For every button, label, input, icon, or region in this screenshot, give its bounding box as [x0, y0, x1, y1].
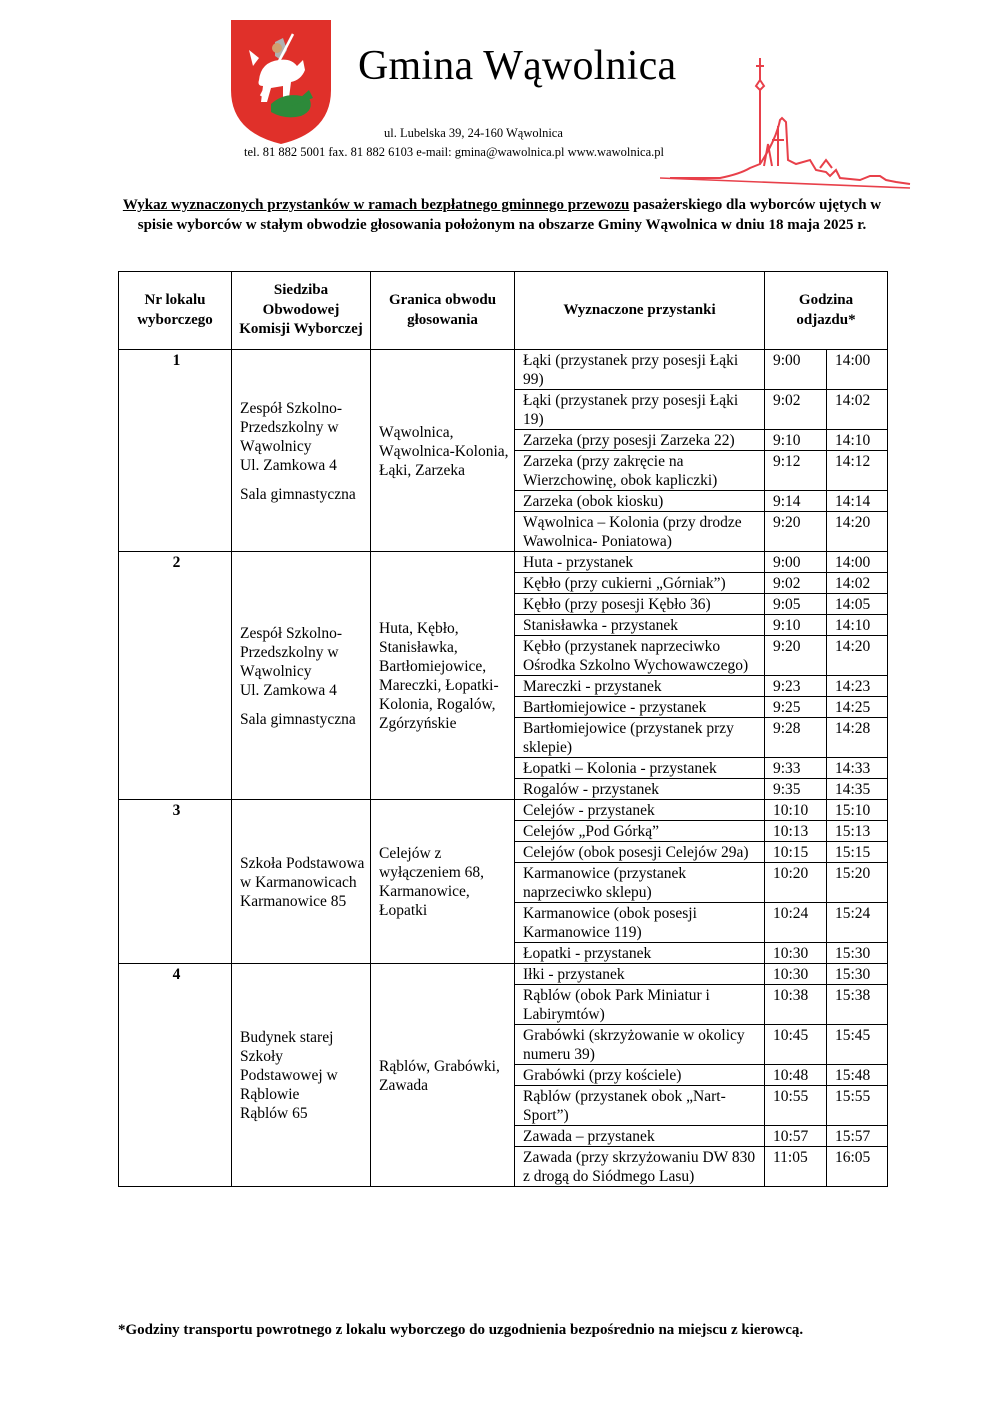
- departure-time-morning: 10:30: [765, 964, 827, 985]
- commission-seat-line: Zespół Szkolno-Przedszkolny w Wąwolnicy: [240, 624, 343, 680]
- stop-name: Zarzeka (przy zakręcie na Wierzchowinę, obok kapliczki): [515, 451, 765, 491]
- departure-time-afternoon: 15:48: [827, 1065, 888, 1086]
- contact-line: tel. 81 882 5001 fax. 81 882 6103 e-mail: gmina@wawolnica.pl www.wawolnica.pl: [244, 145, 664, 159]
- stop-name: Bartłomiejowice - przystanek: [515, 697, 765, 718]
- district-boundary: Celejów z wyłączeniem 68, Karmanowice, Łopatki: [371, 800, 515, 964]
- footnote: *Godziny transportu powrotnego z lokalu wyborczego do uzgodnienia bezpośrednio na miejscu z kierowcą.: [118, 1322, 804, 1338]
- departure-time-morning: 10:30: [765, 943, 827, 964]
- departure-time-afternoon: 14:33: [827, 758, 888, 779]
- table-row: [119, 800, 888, 821]
- departure-time-morning: 10:55: [765, 1086, 827, 1126]
- departure-time-afternoon: 14:02: [827, 390, 888, 430]
- stop-name: Karmanowice (przystanek naprzeciwko sklepu): [515, 863, 765, 903]
- departure-time-afternoon: 16:05: [827, 1147, 888, 1187]
- stop-name: Łąki (przystanek przy posesji Łąki 19): [515, 390, 765, 430]
- departure-time-morning: 9:05: [765, 594, 827, 615]
- departure-time-morning: 10:24: [765, 903, 827, 943]
- departure-time-afternoon: 14:10: [827, 615, 888, 636]
- departure-time-morning: 10:13: [765, 821, 827, 842]
- departure-time-morning: 9:23: [765, 676, 827, 697]
- commission-seat-line: Sala gimnastyczna: [240, 710, 356, 728]
- stop-name: Wąwolnica – Kolonia (przy drodze Wawolnica- Poniatowa): [515, 512, 765, 552]
- commission-seat-line: [240, 700, 365, 710]
- coat-of-arms-logo: [231, 20, 331, 144]
- commission-seat-line: Sala gimnastyczna: [240, 485, 356, 503]
- page-title: Gmina Wąwolnica: [358, 43, 677, 89]
- commission-seat: [232, 800, 371, 964]
- stop-name: Kębło (przy cukierni „Górniak”): [515, 573, 765, 594]
- departure-time-morning: 9:20: [765, 636, 827, 676]
- stop-name: Kębło (przystanek naprzeciwko Ośrodka Szkolno Wychowawczego): [515, 636, 765, 676]
- departure-time-afternoon: 15:24: [827, 903, 888, 943]
- departure-time-morning: 10:20: [765, 863, 827, 903]
- departure-time-afternoon: 15:30: [827, 943, 888, 964]
- commission-seat-line: Ul. Zamkowa 4: [240, 456, 337, 474]
- departure-time-morning: 10:48: [765, 1065, 827, 1086]
- district-number: 2: [119, 552, 232, 800]
- col-godzina: Godzina odjazdu*: [765, 272, 888, 350]
- departure-time-afternoon: 14:00: [827, 552, 888, 573]
- departure-time-afternoon: 15:20: [827, 863, 888, 903]
- col-nr: Nr lokalu wyborczego: [119, 272, 232, 350]
- departure-time-morning: 9:35: [765, 779, 827, 800]
- departure-time-morning: 9:28: [765, 718, 827, 758]
- departure-time-afternoon: 14:23: [827, 676, 888, 697]
- departure-time-afternoon: 14:10: [827, 430, 888, 451]
- stop-name: Rąblów (obok Park Miniatur i Labirymtów): [515, 985, 765, 1025]
- departure-time-morning: 10:15: [765, 842, 827, 863]
- departure-time-afternoon: 15:10: [827, 800, 888, 821]
- table-header-row: [119, 272, 888, 350]
- stops-table: [118, 271, 888, 1187]
- departure-time-morning: 9:12: [765, 451, 827, 491]
- stop-name: Zarzeka (przy posesji Zarzeka 22): [515, 430, 765, 451]
- document-heading: [118, 195, 886, 235]
- stop-name: Iłki - przystanek: [515, 964, 765, 985]
- col-granica: Granica obwodu głosowania: [371, 272, 515, 350]
- departure-time-morning: 9:10: [765, 430, 827, 451]
- stop-name: Rogalów - przystanek: [515, 779, 765, 800]
- district-number: 4: [119, 964, 232, 1187]
- stop-name: Celejów (obok posesji Celejów 29a): [515, 842, 765, 863]
- table-row: [119, 552, 888, 573]
- commission-seat: [232, 552, 371, 800]
- departure-time-morning: 9:02: [765, 390, 827, 430]
- commission-seat-line: Budynek starej Szkoły Podstawowej w Rąblowie: [240, 1029, 338, 1103]
- table-row: [119, 964, 888, 985]
- stop-name: Kębło (przy posesji Kębło 36): [515, 594, 765, 615]
- departure-time-afternoon: 15:45: [827, 1025, 888, 1065]
- departure-time-morning: 10:10: [765, 800, 827, 821]
- departure-time-morning: 9:10: [765, 615, 827, 636]
- stop-name: Stanisławka - przystanek: [515, 615, 765, 636]
- departure-time-morning: 10:45: [765, 1025, 827, 1065]
- departure-time-afternoon: 14:02: [827, 573, 888, 594]
- departure-time-afternoon: 15:57: [827, 1126, 888, 1147]
- departure-time-morning: 11:05: [765, 1147, 827, 1187]
- district-number: 1: [119, 350, 232, 552]
- departure-time-afternoon: 14:12: [827, 451, 888, 491]
- stop-name: Łopatki - przystanek: [515, 943, 765, 964]
- stop-name: Celejów - przystanek: [515, 800, 765, 821]
- stop-name: Zarzeka (obok kiosku): [515, 491, 765, 512]
- departure-time-morning: 9:20: [765, 512, 827, 552]
- stop-name: Karmanowice (obok posesji Karmanowice 119): [515, 903, 765, 943]
- departure-time-afternoon: 14:20: [827, 636, 888, 676]
- commission-seat-line: Szkoła Podstawowa w Karmanowicach: [240, 854, 365, 891]
- col-siedziba: Siedziba Obwodowej Komisji Wyborczej: [232, 272, 371, 350]
- commission-seat: [232, 350, 371, 552]
- departure-time-morning: 10:57: [765, 1126, 827, 1147]
- stop-name: Grabówki (przy kościele): [515, 1065, 765, 1086]
- departure-time-afternoon: 15:30: [827, 964, 888, 985]
- stop-name: Łopatki – Kolonia - przystanek: [515, 758, 765, 779]
- stop-name: Mareczki - przystanek: [515, 676, 765, 697]
- departure-time-morning: 9:02: [765, 573, 827, 594]
- departure-time-afternoon: 14:35: [827, 779, 888, 800]
- departure-time-afternoon: 14:00: [827, 350, 888, 390]
- stop-name: Zawada – przystanek: [515, 1126, 765, 1147]
- departure-time-morning: 9:00: [765, 350, 827, 390]
- departure-time-afternoon: 14:14: [827, 491, 888, 512]
- col-przystanki: Wyznaczone przystanki: [515, 272, 765, 350]
- district-number: 3: [119, 800, 232, 964]
- commission-seat-line: Karmanowice 85: [240, 892, 347, 910]
- commission-seat-line: [240, 475, 365, 485]
- departure-time-afternoon: 14:28: [827, 718, 888, 758]
- commission-seat-line: Zespół Szkolno-Przedszkolny w Wąwolnicy: [240, 399, 343, 455]
- district-boundary: Wąwolnica, Wąwolnica-Kolonia, Łąki, Zarzeka: [371, 350, 515, 552]
- heading-underlined: Wykaz wyznaczonych przystanków w ramach bezpłatnego gminnego przewozu: [122, 197, 630, 213]
- commission-seat: [232, 964, 371, 1187]
- departure-time-morning: 9:25: [765, 697, 827, 718]
- departure-time-afternoon: 14:05: [827, 594, 888, 615]
- departure-time-morning: 9:00: [765, 552, 827, 573]
- stop-name: Bartłomiejowice (przystanek przy sklepie): [515, 718, 765, 758]
- stop-name: Huta - przystanek: [515, 552, 765, 573]
- district-boundary: Rąblów, Grabówki, Zawada: [371, 964, 515, 1187]
- departure-time-afternoon: 14:20: [827, 512, 888, 552]
- commission-seat-line: Rąblów 65: [240, 1105, 308, 1122]
- departure-time-morning: 10:38: [765, 985, 827, 1025]
- departure-time-afternoon: 15:38: [827, 985, 888, 1025]
- heading-rest: pasażerskiego dla wyborców ujętych w spisie wyborców w stałym obwodzie głosowania położonym na obszarze Gminy Wąwolnica w dniu 18 maja 2025 r.: [137, 197, 882, 233]
- departure-time-afternoon: 15:13: [827, 821, 888, 842]
- stop-name: Celejów „Pod Górką”: [515, 821, 765, 842]
- departure-time-afternoon: 15:15: [827, 842, 888, 863]
- departure-time-afternoon: 15:55: [827, 1086, 888, 1126]
- stop-name: Łąki (przystanek przy posesji Łąki 99): [515, 350, 765, 390]
- stop-name: Grabówki (skrzyżowanie w okolicy numeru 39): [515, 1025, 765, 1065]
- address-line: ul. Lubelska 39, 24-160 Wąwolnica: [384, 126, 563, 140]
- district-boundary: Huta, Kębło, Stanisławka, Bartłomiejowice, Mareczki, Łopatki-Kolonia, Rogalów, Zgórzyńskie: [371, 552, 515, 800]
- table-row: [119, 350, 888, 390]
- departure-time-morning: 9:33: [765, 758, 827, 779]
- stop-name: Zawada (przy skrzyżowaniu DW 830 z drogą do Siódmego Lasu): [515, 1147, 765, 1187]
- stop-name: Rąblów (przystanek obok „Nart-Sport”): [515, 1086, 765, 1126]
- church-skyline-graphic: [660, 40, 920, 200]
- departure-time-morning: 9:14: [765, 491, 827, 512]
- commission-seat-line: Ul. Zamkowa 4: [240, 681, 337, 699]
- departure-time-afternoon: 14:25: [827, 697, 888, 718]
